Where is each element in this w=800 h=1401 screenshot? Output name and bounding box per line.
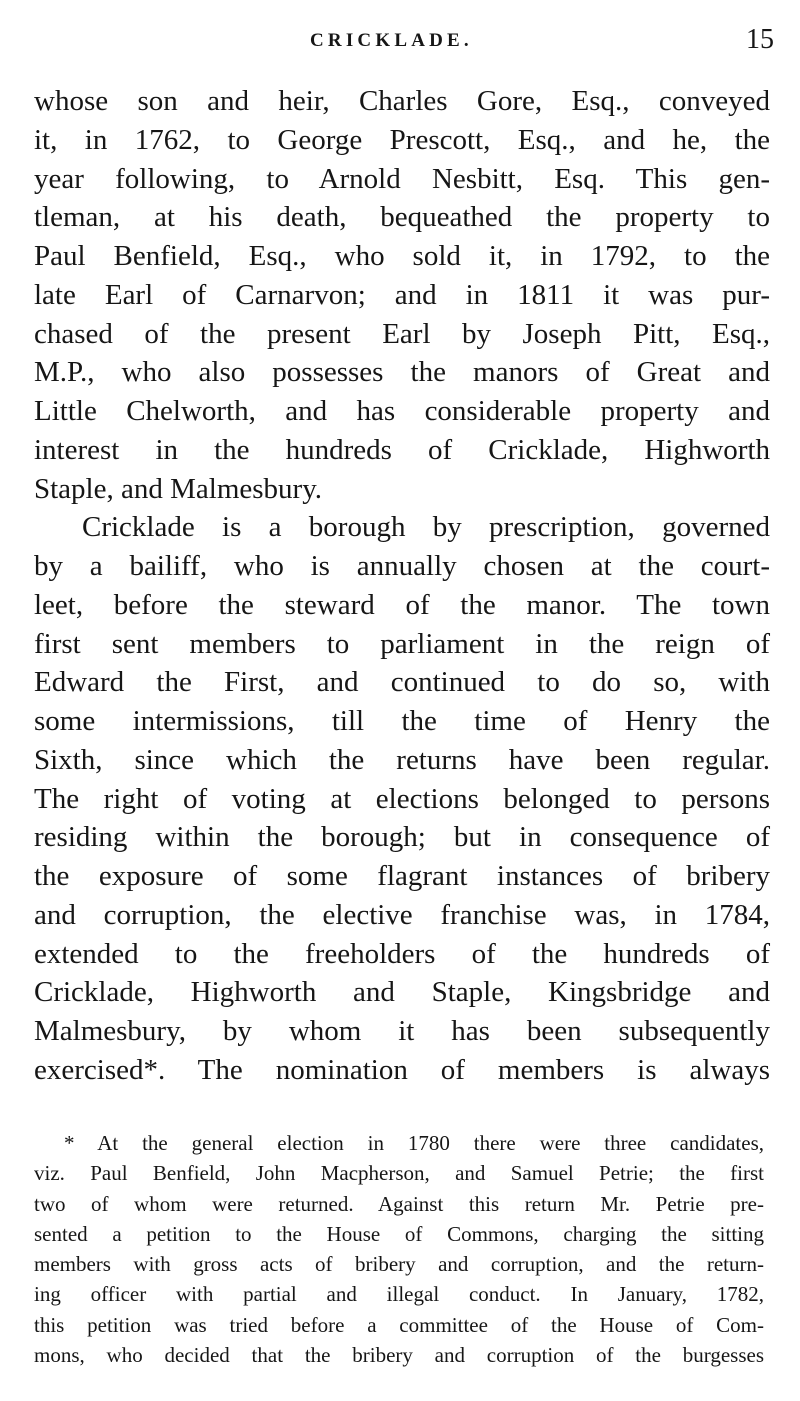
footnote-line: this petition was tried before a committee of the House of Com- (34, 1312, 764, 1337)
body-text (34, 82, 770, 1090)
body-line: whose son and heir, Charles Gore, Esq., conveyed (34, 85, 770, 117)
body-line: by a bailiff, who is annually chosen at the court- (34, 550, 770, 582)
footnote-line: viz. Paul Benfield, John Macpherson, and Samuel Petrie; the first (34, 1161, 764, 1186)
body-line: extended to the freeholders of the hundreds of (34, 937, 770, 970)
footnote-line: mons, who decided that the bribery and corruption of the burgesses (34, 1343, 764, 1368)
body-line: residing within the borough; but in consequence of (34, 821, 770, 854)
page-number: 15 (746, 24, 774, 55)
body-line: leet, before the steward of the manor. The town (34, 588, 770, 621)
body-line: Sixth, since which the returns have been regular. (34, 743, 770, 776)
footnote (34, 1128, 764, 1370)
body-line: tleman, at his death, bequeathed the property to (34, 201, 770, 234)
body-line: The right of voting at elections belonged to persons (34, 782, 770, 815)
body-line: Edward the First, and continued to do so, with (34, 666, 770, 699)
page-header (0, 22, 800, 62)
footnote-line: members with gross acts of bribery and corruption, and the return- (34, 1252, 764, 1277)
body-line: Staple, and Malmesbury. (34, 472, 323, 505)
footnote-line: * At the general election in 1780 there were three candidates, (64, 1131, 764, 1155)
body-line: some intermissions, till the time of Henry the (34, 705, 770, 737)
body-line: the exposure of some flagrant instances of bribery (34, 860, 770, 892)
running-title: CRICKLADE. (310, 30, 473, 51)
footnote-line: sented a petition to the House of Commons, charging the sitting (34, 1221, 764, 1246)
body-line: year following, to Arnold Nesbitt, Esq. This gen- (34, 162, 770, 195)
footnote-line: two of whom were returned. Against this return Mr. Petrie pre- (34, 1191, 764, 1216)
body-line: Cricklade is a borough by prescription, governed (82, 511, 770, 544)
body-line: first sent members to parliament in the reign of (34, 627, 770, 660)
body-line: Paul Benfield, Esq., who sold it, in 1792, to the (34, 240, 770, 272)
body-line: Little Chelworth, and has considerable property and (34, 395, 770, 427)
body-line: chased of the present Earl by Joseph Pitt, Esq., (34, 317, 770, 350)
body-line: exercised*. The nomination of members is always (34, 1053, 770, 1086)
body-line: M.P., who also possesses the manors of Great and (34, 356, 770, 389)
body-line: Malmesbury, by whom it has been subsequently (34, 1015, 770, 1047)
body-line: it, in 1762, to George Prescott, Esq., and he, the (34, 123, 770, 156)
body-line: Cricklade, Highworth and Staple, Kingsbridge and (34, 976, 770, 1009)
body-line: late Earl of Carnarvon; and in 1811 it was pur- (34, 278, 770, 311)
body-line: and corruption, the elective franchise was, in 1784, (34, 898, 770, 931)
footnote-line: ing officer with partial and illegal conduct. In January, 1782, (34, 1282, 764, 1307)
body-line: interest in the hundreds of Cricklade, Highworth (34, 433, 770, 466)
